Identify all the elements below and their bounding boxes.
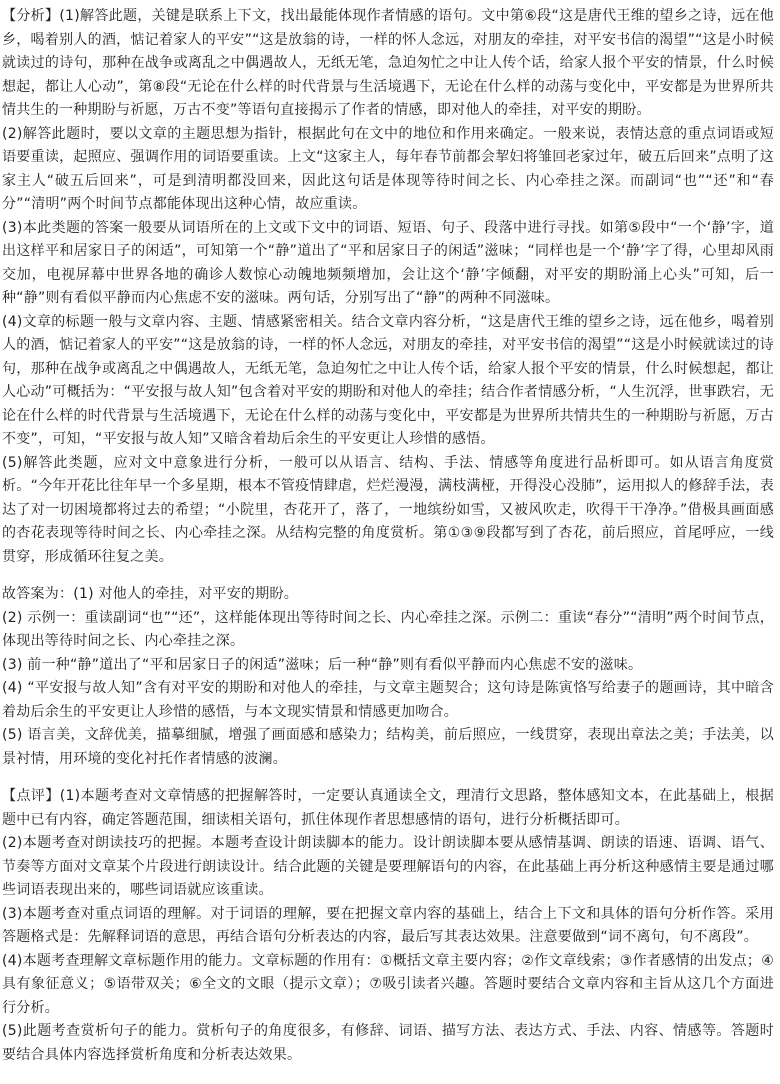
review-paragraph-2: (2)本题考查对朗读技巧的把握。本题考查设计朗读脚本的能力。设计朗读脚本要从感情基调、朗读的语速、语调、语气、节奏等方面对文章某个片段进行朗读设计。结合此题的关键是要理解语句的内容，在此基础上再分析这种感情主要是通过哪些词语表现出来的，哪些词语就应该重读。 [2,835,774,898]
solution-document [2,5,774,1067]
review-paragraph-3: (3)本题考查对重点词语的理解。对于词语的理解，要在把握文章内容的基础上，结合上下文和具体的语句分析作答。采用答题格式是：先解释词语的意思，再结合语句分析表达的内容，最后写其表达效果。注意要做到“词不离句，句不离段”。 [2,905,774,945]
review-paragraph-1: 【点评】(1)本题考查对文章情感的把握解答时，一定要认真通读全文，理清行文思路，整体感知文本，在此基础上，根据题中已有内容，确定答题范围，细读相关语句，抓住体现作者思想感情的语句，进行分析概括即可。 [2,788,774,828]
answer-line-2: (2) 示例一：重读副词“也”“还”，这样能体现出等待时间之长、内心牵挂之深。示例二：重读“春分”“清明”两个时间节点，体现出等待时间之长、内心牵挂之深。 [2,609,774,649]
analysis-section [2,5,774,569]
answer-section [2,583,774,771]
analysis-paragraph-3: (3)本此类题的答案一般要从词语所在的上文或下文中的词语、短语、句子、段落中进行寻找。如第⑤段中“一个‘静’字，道出这样平和居家日子的闲适”，可知第一个“静”道出了“平和居家日子的闲适”滋味；“同样也是一个‘静’字了得，心里却风雨交加，电视屏幕中世界各地的确诊人数惊心动魄地频频增加，会让这个‘静’字倾翻，对平安的期盼涌上心头”可知，后一种“静”则有看似平静而内心焦虑不安的滋味。两句话，分别写出了“静”的两种不同滋味。 [2,219,774,306]
analysis-paragraph-4: (4)文章的标题一般与文章内容、主题、情感紧密相关。结合文章内容分析，“这是唐代王维的望乡之诗，远在他乡，喝着别人的酒，惦记着家人的平安”“这是放翁的诗，一样的怀人念远，对朋友的牵挂，对平安书信的渴望”“这是小时候就读过的诗句，那种在战争或离乱之中偶遇故人，无纸无笔，急迫匆忙之中让人传个话，给家人报个平安的情景，什么时候想起，都让人心动”可概括为：“平安报与故人知”包含着对平安的期盼和对他人的牵挂；结合作者情感分析，“人生沉浮，世事跌宕，无论在什么样的时代背景与生活境遇下，无论在什么样的动荡与变化中，平安都是为世界所共情共生的一种期盼与祈愿，万古不变”，可知，“平安报与故人知”又暗含着劫后余生的平安更让人珍惜的感悟。 [2,313,774,447]
analysis-paragraph-1: 【分析】(1)解答此题，关键是联系上下文，找出最能体现作者情感的语句。文中第⑥段“这是唐代王维的望乡之诗，远在他乡，喝着别人的酒，惦记着家人的平安”“这是放翁的诗，一样的怀人念远，对朋友的牵挂，对平安书信的渴望”“这是小时候就读过的诗句，那种在战争或离乱之中偶遇故人，无纸无笔，急迫匆忙之中让人传个话，给家人报个平安的情景，什么时候想起，都让人心动”，第⑧段“无论在什么样的时代背景与生活境遇下，无论在什么样的动荡与变化中，平安都是为世界所共情共生的一种期盼与祈愿，万古不变”等语句直接揭示了作者的情感，即对他人的牵挂，对平安的期盼。 [2,8,774,118]
analysis-paragraph-5: (5)解答此类题，应对文中意象进行分析，一般可以从语言、结构、手法、情感等角度进行品析即可。如从语言角度赏析。“今年开花比往年早一个多星期，根本不管疫情肆虐，烂烂漫漫，满枝满桠，开得没心没肺”，运用拟人的修辞手法，表达了对一切困境都将过去的希望；“小院里，杏花开了，落了，一地缤纷如雪，又被风吹走，吹得干干净净。”借极具画面感的杏花表现等待时间之长、内心牵挂之深。从结构完整的角度赏析。第①③⑨段都写到了杏花，前后照应，首尾呼应，一线贯穿，形成循环往复之美。 [2,454,774,565]
answer-line-5: (5) 语言美，文辞优美，描摹细腻，增强了画面感和感染力；结构美，前后照应，一线贯穿，表现出章法之美；手法美，以景衬情，用环境的变化衬托作者情感的波澜。 [2,727,774,767]
answer-line-3: (3) 前一种“静”道出了“平和居家日子的闲适”滋味；后一种“静”则有看似平静而内心焦虑不安的滋味。 [2,656,643,673]
analysis-paragraph-2: (2)解答此题时，要以文章的主题思想为指针，根据此句在文中的地位和作用来确定。一般来说，表情达意的重点词语或短语要重读，起照应、强调作用的词语要重读。上文“这家主人，每年春节前都会挈妇将雏回老家过年，破五后回来”点明了这家主人“破五后回来”，可是到清明都没回来，因此这句话是体现等待时间之长、内心牵挂之深。而副词“也”“还”和“春分”“清明”两个时间节点都能体现出这种心情，故应重读。 [2,125,774,212]
review-paragraph-5: (5)此题考查赏析句子的能力。赏析句子的角度很多，有修辞、词语、描写方法、表达方式、手法、内容、情感等。答题时要结合具体内容选择赏析角度和分析表达效果。 [2,1023,774,1063]
review-section [2,785,774,1067]
review-paragraph-4: (4)本题考查理解文章标题作用的能力。文章标题的作用有：①概括文章主要内容；②作文章线索；③作者感情的出发点；④具有象征意义；⑤语带双关；⑥全文的文眼（提示文章）；⑦吸引读者兴趣。答题时要结合文章内容和主旨从这几个方面进行分析。 [2,952,774,1016]
answer-line-4: (4) “平安报与故人知”含有对平安的期盼和对他人的牵挂，与文章主题契合；这句诗是陈寅恪写给妻子的题画诗，其中暗含着劫后余生的平安更让人珍惜的感悟，与本文现实情景和情感更加吻合。 [2,680,774,720]
answer-line-1: 故答案为：(1) 对他人的牵挂，对平安的期盼。 [2,586,299,602]
